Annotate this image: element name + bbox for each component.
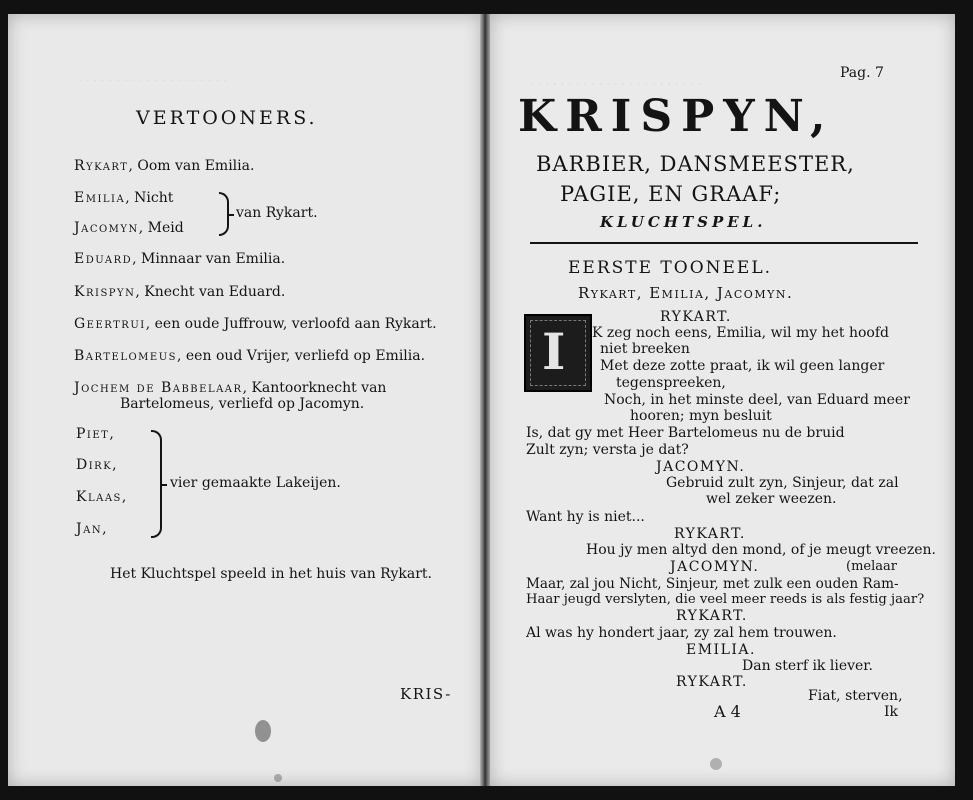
verse-line-turnover: (melaar (846, 559, 897, 574)
verse-line: niet breeken (600, 341, 690, 357)
cast-heading: VERTOONERS. (136, 107, 318, 129)
verse-line: Al was hy hondert jaar, zy zal hem trouwen. (526, 625, 837, 641)
lackey-klaas: Klaas, (76, 489, 128, 505)
verse-line: Hou jy men altyd den mond, of je meugt vreezen. (586, 542, 936, 558)
scene-heading: EERSTE TOONEEL. (568, 258, 773, 278)
bleed-through-text: . . . . . . . . . . . . . . . . . . . . . . . (530, 74, 702, 88)
verse-line: Gebruid zult zyn, Sinjeur, dat zal (666, 475, 899, 491)
speaker-emilia: EMILIA. (686, 642, 756, 658)
stain-spot (255, 720, 271, 742)
speaker-rykart: RYKART. (660, 309, 732, 325)
cast-entry-rykart: Rykart, Oom van Emilia. (74, 158, 255, 174)
title-rule (530, 242, 918, 244)
cast-entry-krispyn: Krispyn, Knecht van Eduard. (74, 284, 286, 300)
setting-line: Het Kluchtspel speeld in het huis van Rykart. (110, 566, 432, 582)
right-page (490, 14, 955, 786)
play-subtitle-line-2: PAGIE, EN GRAAF; (560, 182, 782, 206)
speaker-jacomyn: JACOMYN. (670, 559, 760, 575)
speaker-rykart: RYKART. (676, 674, 748, 690)
play-genre: KLUCHTSPEL. (600, 213, 767, 231)
verse-line: Met deze zotte praat, ik wil geen langer (600, 358, 885, 374)
cast-entry-geertrui: Geertrui, een oude Juffrouw, verloofd aan Rykart. (74, 316, 437, 332)
verse-line: Haar jeugd verslyten, die veel meer reeds is als festig jaar? (526, 592, 925, 607)
verse-line: Is, dat gy met Heer Bartelomeus nu de bruid (526, 425, 845, 441)
speaker-rykart: RYKART. (676, 608, 748, 624)
verse-line: tegenspreeken, (616, 375, 726, 391)
left-page (8, 14, 482, 786)
stain-spot-small (274, 774, 282, 782)
verse-line: Zult zyn; versta je dat? (526, 442, 689, 458)
lackey-jan: Jan, (76, 521, 109, 537)
lackey-dirk: Dirk, (76, 457, 119, 473)
brace-note-lackeys: vier gemaakte Lakeijen. (170, 475, 341, 491)
speaker-rykart: RYKART. (674, 526, 746, 542)
page-number: Pag. 7 (840, 65, 884, 81)
initial-letter: I (542, 322, 566, 381)
decorated-initial (524, 314, 592, 392)
verse-line: Noch, in het minste deel, van Eduard meer (604, 392, 910, 408)
cast-entry-eduard: Eduard, Minnaar van Emilia. (74, 251, 286, 267)
verse-line: Want hy is niet... (526, 509, 645, 525)
verse-line: Maar, zal jou Nicht, Sinjeur, met zulk een ouden Ram- (526, 576, 899, 592)
verse-line: Fiat, sterven, (808, 688, 903, 704)
verse-line: K zeg noch eens, Emilia, wil my het hoofd (592, 325, 890, 341)
speaker-jacomyn: JACOMYN. (656, 459, 746, 475)
cast-entry-emilia: Emilia, Nicht (74, 190, 174, 206)
bleed-through-text: . . . . . . . . . . . . . . . . . . . . (78, 70, 227, 84)
cast-entry-jochem-continued: Bartelomeus, verliefd op Jacomyn. (120, 396, 365, 412)
scene-characters: Rykart, Emilia, Jacomyn. (578, 284, 794, 302)
lackey-piet: Piet, (76, 426, 116, 442)
brace-note-van-rykart: van Rykart. (236, 205, 318, 221)
catchword: Ik (884, 704, 899, 720)
play-title: KRISPYN, (518, 91, 835, 142)
cast-entry-jacomyn: Jacomyn, Meid (74, 220, 184, 236)
play-subtitle-line-1: BARBIER, DANSMEESTER, (536, 152, 855, 176)
signature-mark: A 4 (714, 702, 741, 721)
verse-line: hooren; myn besluit (630, 408, 772, 424)
cast-entry-bartelomeus: Bartelomeus, een oud Vrijer, verliefd op Emilia. (74, 348, 426, 364)
cast-entry-jochem: Jochem de Babbelaar, Kantoorknecht van (74, 380, 387, 396)
brace-emilia-jacomyn (219, 192, 229, 236)
verse-line: wel zeker weezen. (706, 491, 837, 507)
stain-spot (710, 758, 722, 770)
catchword: KRIS- (400, 685, 452, 703)
brace-lackeys (151, 430, 162, 538)
verse-line: Dan sterf ik liever. (742, 658, 873, 674)
